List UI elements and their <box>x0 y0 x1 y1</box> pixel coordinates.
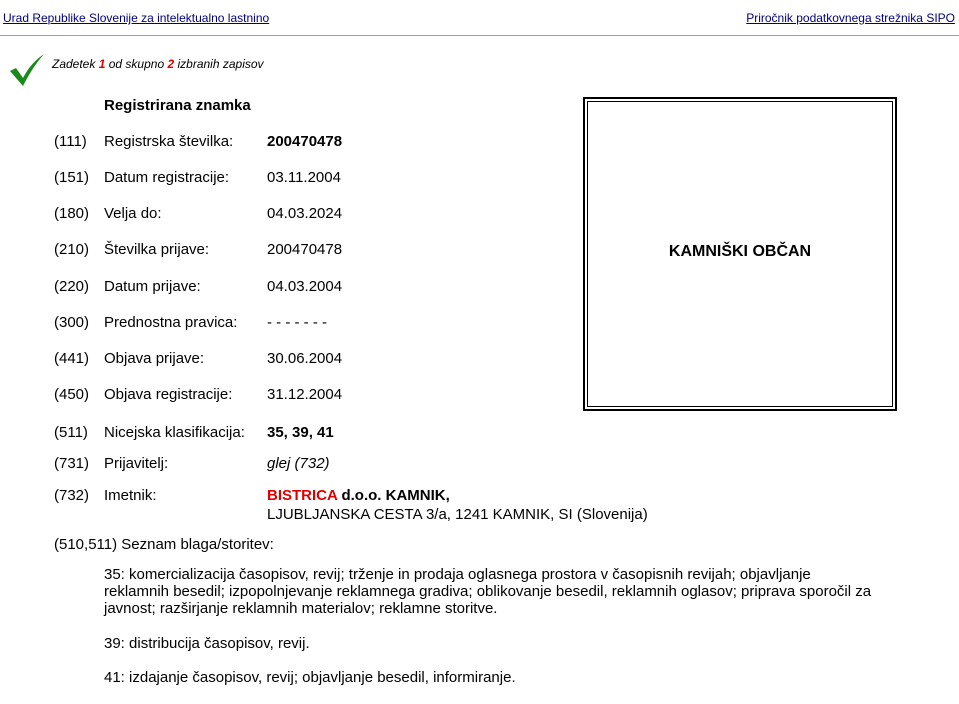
holder-address: LJUBLJANSKA CESTA 3/a, 1241 KAMNIK, SI (Slovenija) <box>267 506 648 523</box>
holder-name-highlight: BISTRICA <box>267 487 338 504</box>
trademark-image-box <box>583 97 897 411</box>
field-code: (511) <box>54 424 88 441</box>
result-prefix: Zadetek <box>52 57 96 71</box>
field-label: Imetnik: <box>104 487 157 504</box>
field-code: (151) <box>54 169 90 186</box>
valid-until: 04.03.2024 <box>267 205 343 222</box>
field-label: Prijavitelj: <box>104 455 169 472</box>
result-middle: od skupno <box>108 57 165 71</box>
header-divider <box>0 35 959 36</box>
trademark-word: KAMNIŠKI OBČAN <box>668 243 812 260</box>
field-label: Registrska številka: <box>104 133 234 150</box>
checkmark-icon <box>8 52 46 88</box>
result-suffix: izbranih zapisov <box>177 57 264 71</box>
application-number: 200470478 <box>267 241 343 258</box>
application-date: 04.03.2004 <box>267 278 343 295</box>
field-label: Datum registracije: <box>104 169 230 186</box>
nice-classification: 35, 39, 41 <box>267 424 334 441</box>
field-code: (441) <box>54 350 90 367</box>
field-code: (180) <box>54 205 90 222</box>
record-heading: Registrirana znamka <box>104 97 251 114</box>
field-code: (300) <box>54 314 90 331</box>
goods-class-35: 35: komercializacija časopisov, revij; trženje in prodaja oglasnega prostora v časopisnih revijah; objavljanje reklamnih besedil; izpopolnjevanje reklamnega gradiva; oblikovanje besedil, reklamnih oglasov; priprava sporočil za javnost; razširjanje reklamnih materialov; reklamne storitve. <box>104 566 872 617</box>
holder-name <box>267 487 450 504</box>
field-label: Velja do: <box>104 205 162 222</box>
field-label: Številka prijave: <box>104 241 210 258</box>
application-publication: 30.06.2004 <box>267 350 343 367</box>
field-label: Datum prijave: <box>104 278 201 295</box>
registration-date: 03.11.2004 <box>267 169 341 186</box>
result-current: 1 <box>98 57 106 71</box>
field-code: (732) <box>54 487 90 504</box>
field-code: (210) <box>54 241 90 258</box>
sipo-office-link[interactable]: Urad Republike Slovenije za intelektualno lastnino <box>3 11 270 25</box>
field-code: (111) <box>54 133 87 150</box>
field-label: Prednostna pravica: <box>104 314 238 331</box>
field-label: Objava registracije: <box>104 386 233 403</box>
goods-class-41: 41: izdajanje časopisov, revij; objavljanje besedil, informiranje. <box>104 669 516 686</box>
applicant: glej (732) <box>267 455 330 472</box>
result-total: 2 <box>167 57 175 71</box>
registration-publication: 31.12.2004 <box>267 386 343 403</box>
result-counter <box>52 57 264 71</box>
goods-class-39: 39: distribucija časopisov, revij. <box>104 635 310 652</box>
field-label: Objava prijave: <box>104 350 205 367</box>
goods-services-title: (510,511) Seznam blaga/storitev: <box>54 536 274 553</box>
field-code: (220) <box>54 278 90 295</box>
field-label: Nicejska klasifikacija: <box>104 424 245 441</box>
sipo-manual-link[interactable]: Priročnik podatkovnega strežnika SIPO <box>746 11 955 25</box>
field-code: (731) <box>54 455 90 472</box>
holder-name-rest: d.o.o. KAMNIK, <box>337 487 450 504</box>
registration-number: 200470478 <box>267 133 343 150</box>
field-code: (450) <box>54 386 90 403</box>
priority-right: - - - - - - - <box>267 314 327 331</box>
